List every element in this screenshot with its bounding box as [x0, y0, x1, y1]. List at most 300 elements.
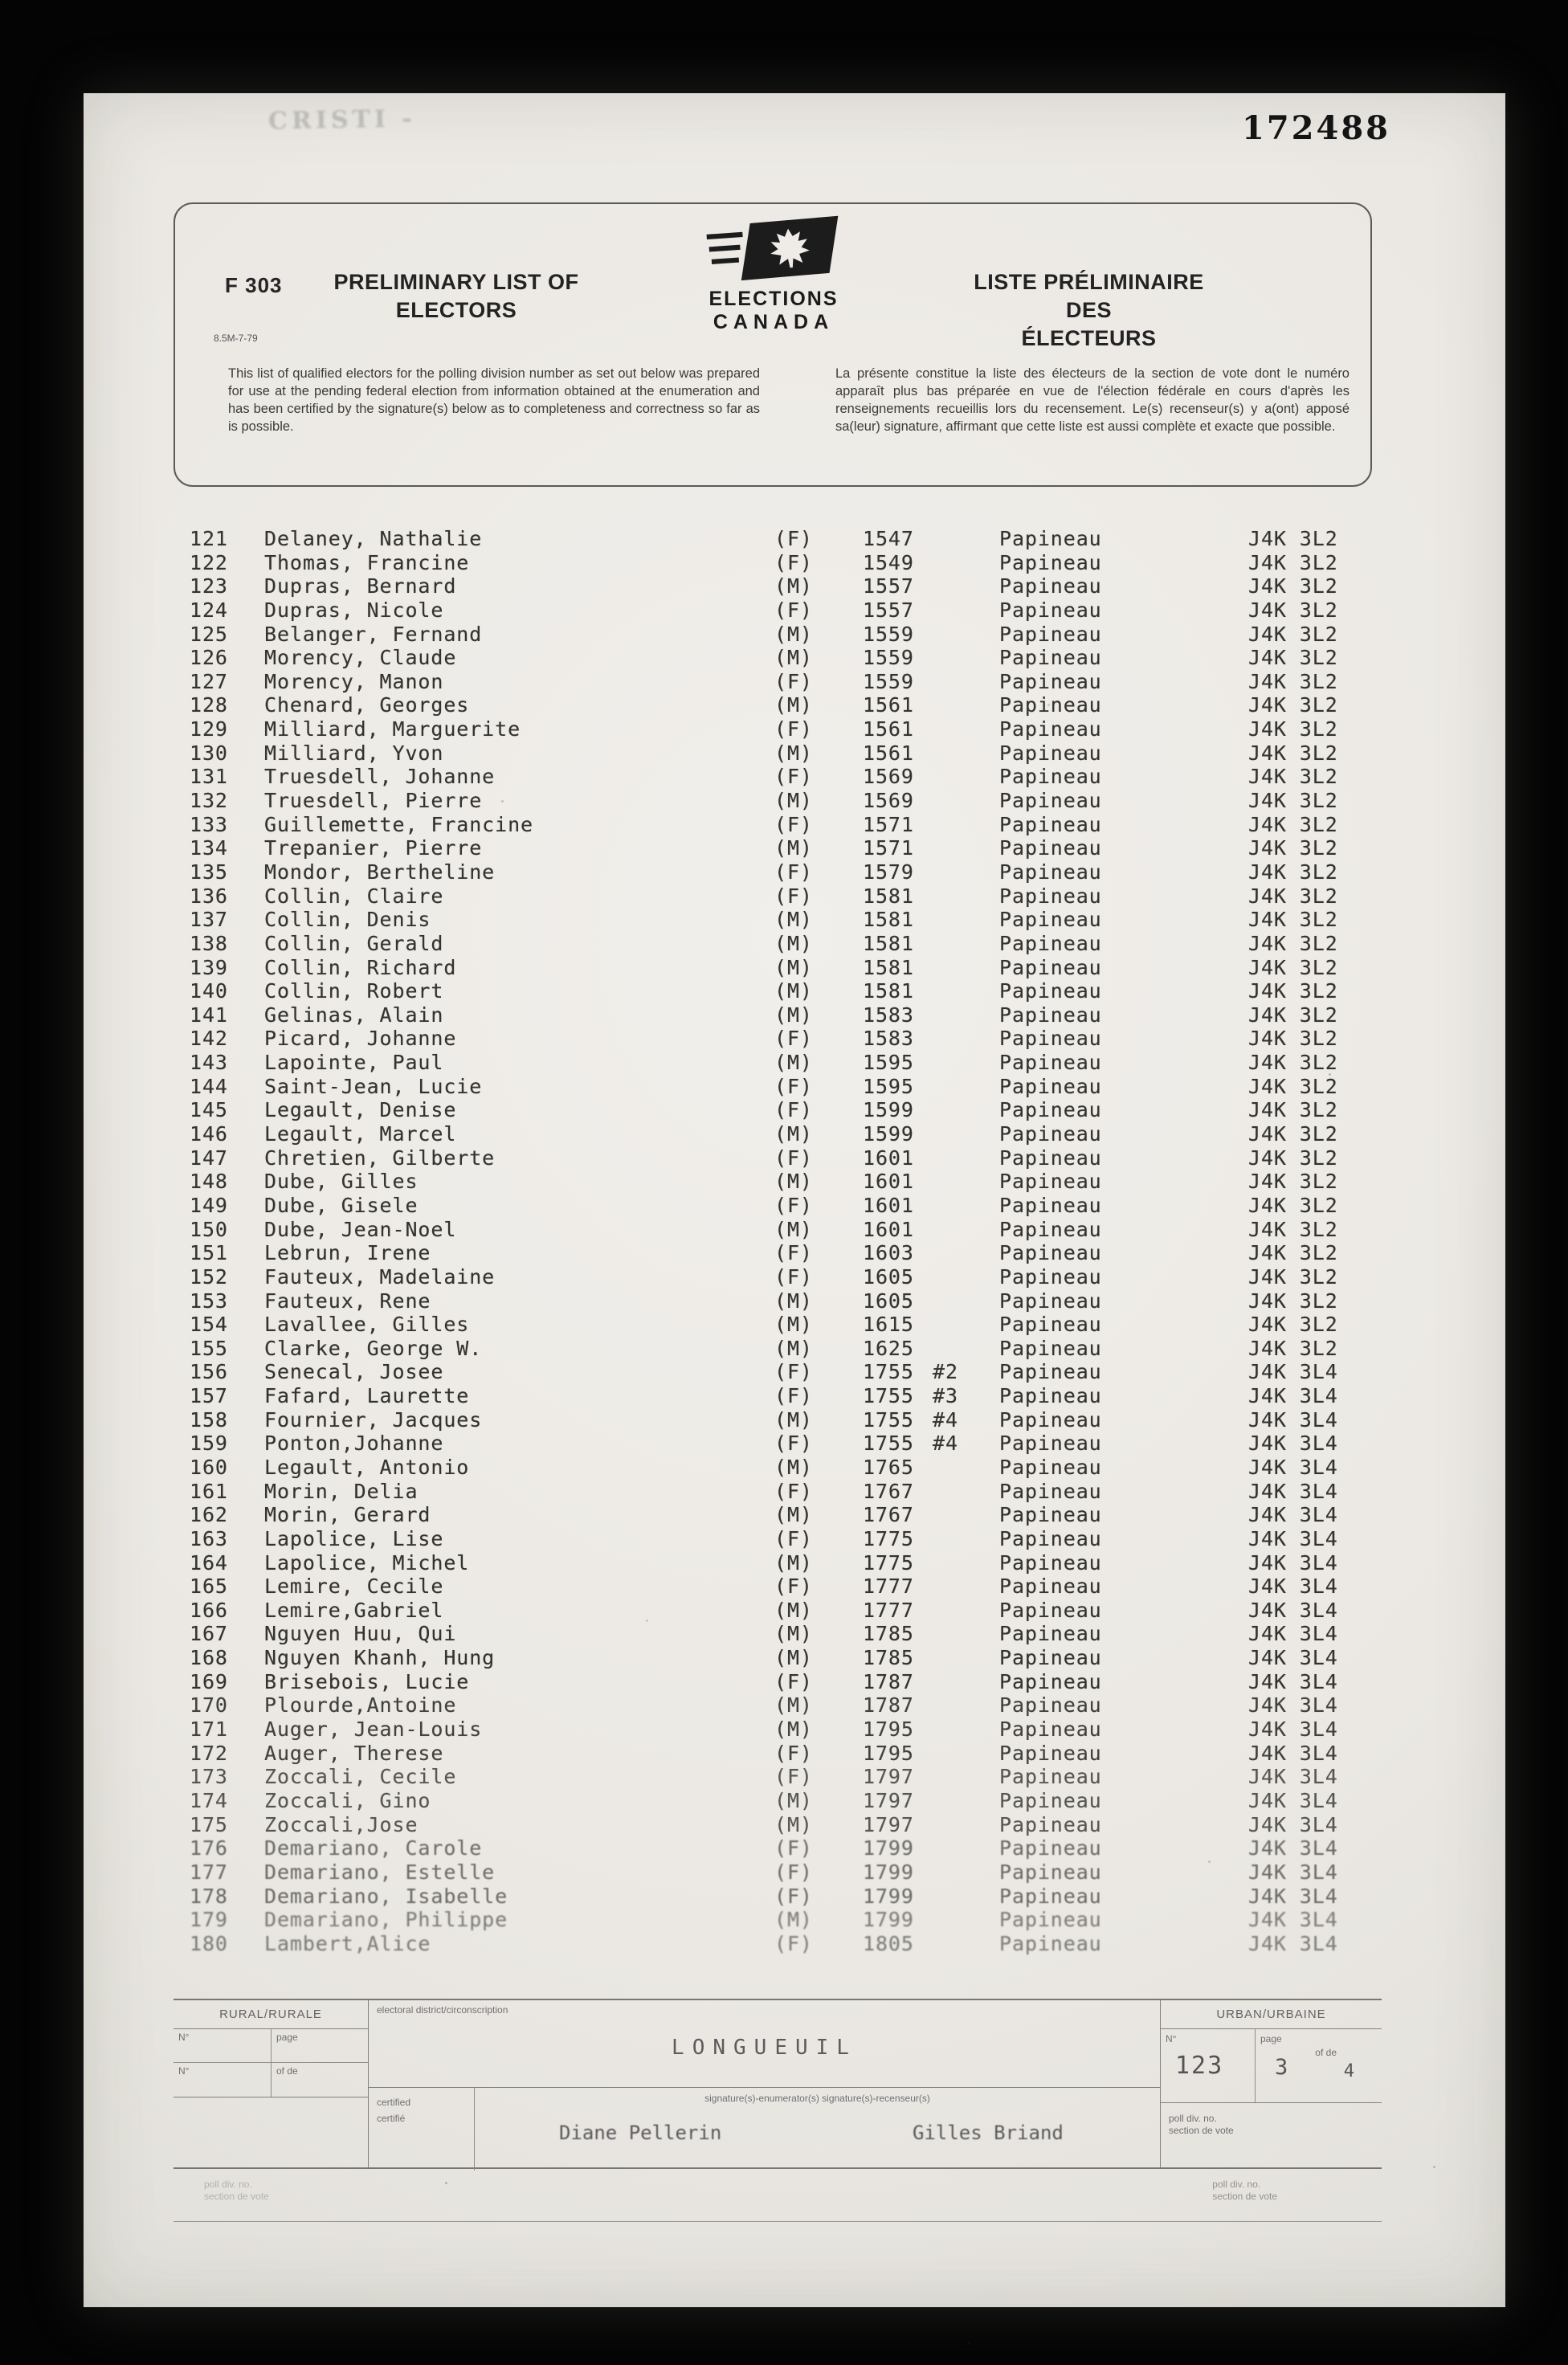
- elector-apartment: [933, 1908, 999, 1932]
- elector-civic-number: 1625: [863, 1336, 914, 1360]
- elector-number: 173: [190, 1765, 228, 1789]
- poll-div-caption-right-2: [1212, 2179, 1277, 2203]
- elector-gender: (F): [774, 1432, 813, 1456]
- title-french-line1: LISTE PRÉLIMINAIRE DES: [974, 270, 1204, 322]
- elector-number: 158: [190, 1407, 228, 1432]
- elector-number: 180: [190, 1931, 228, 1955]
- elector-street: Papineau: [999, 1741, 1102, 1765]
- elector-name: Picard, Johanne: [264, 1027, 457, 1051]
- elector-name: Delaney, Nathalie: [264, 527, 483, 550]
- serial-stamp: 172488: [1242, 109, 1390, 147]
- elector-name: Zoccali,Jose: [264, 1812, 419, 1836]
- elector-name: Morency, Manon: [264, 669, 444, 693]
- elector-civic-number: 1599: [863, 1122, 914, 1146]
- elector-name: Thomas, Francine: [264, 550, 470, 574]
- elector-civic-number: 1571: [863, 836, 914, 860]
- elector-street: Papineau: [999, 884, 1102, 908]
- elector-postal-code: J4K 3L4: [1248, 1741, 1338, 1765]
- elector-name: Collin, Gerald: [264, 931, 444, 955]
- footer-rural-section: [174, 2000, 369, 2167]
- elector-gender: (F): [774, 1765, 813, 1789]
- elector-name: Clarke, George W.: [264, 1336, 483, 1360]
- title-french: [950, 268, 1227, 353]
- elector-name: Legault, Denise: [264, 1098, 457, 1122]
- elector-postal-code: J4K 3L4: [1248, 1526, 1338, 1550]
- elector-street: Papineau: [999, 1360, 1102, 1384]
- elector-postal-code: J4K 3L2: [1248, 527, 1338, 550]
- elector-gender: (F): [774, 1146, 813, 1170]
- elector-apartment: [933, 1098, 999, 1122]
- elector-number: 179: [190, 1908, 228, 1932]
- elector-row: [190, 1170, 1411, 1194]
- elector-civic-number: 1603: [863, 1241, 914, 1265]
- elector-row: [190, 1313, 1411, 1337]
- faded-ink-stamp: CRISTI -: [267, 104, 417, 136]
- elector-gender: (F): [774, 1741, 813, 1765]
- intro-paragraph-french: La présente constitue la liste des électeurs de la section de vote dont le numéro apparaît plus bas préparée en vue de l'élection fédérale en cours d'après les renseignements recueillis lors du recensement. Le(s) recenseur(s) y a(ont) apposé sa(leur) signature, affirmant que cette liste est aussi complète et exacte que possible.: [835, 366, 1350, 434]
- elector-apartment: [933, 717, 999, 741]
- elector-row: [190, 598, 1411, 623]
- elector-gender: (M): [774, 1622, 813, 1646]
- elector-row: [190, 789, 1411, 813]
- footer-district-section: [369, 2000, 1160, 2167]
- elector-gender: (F): [774, 1074, 813, 1098]
- elector-civic-number: 1767: [863, 1479, 914, 1503]
- elector-civic-number: 1557: [863, 574, 914, 598]
- elector-number: 157: [190, 1384, 228, 1408]
- elector-name: Fournier, Jacques: [264, 1407, 483, 1432]
- elector-apartment: [933, 1670, 999, 1694]
- elector-postal-code: J4K 3L2: [1248, 1193, 1338, 1217]
- elector-apartment: [933, 1337, 999, 1361]
- elector-street: Papineau: [999, 1003, 1102, 1027]
- elector-row: [190, 1861, 1411, 1885]
- poll-div-caption-left: [204, 2179, 269, 2203]
- elector-civic-number: 1755: [863, 1384, 914, 1408]
- elector-row: [190, 1337, 1411, 1361]
- elector-gender: (M): [774, 1598, 813, 1622]
- elector-civic-number: 1601: [863, 1217, 914, 1241]
- elector-number: 144: [190, 1074, 228, 1098]
- elector-number: 174: [190, 1788, 228, 1812]
- elector-street: Papineau: [999, 1693, 1102, 1718]
- elector-postal-code: J4K 3L2: [1248, 1289, 1338, 1313]
- elector-row: [190, 836, 1411, 860]
- certified-label-fr: certifié: [377, 2113, 406, 2124]
- elector-apartment: [933, 884, 999, 909]
- elector-apartment: [933, 1813, 999, 1837]
- logo-wordmark-canada: CANADA: [713, 311, 835, 333]
- elector-civic-number: 1775: [863, 1526, 914, 1550]
- elector-name: Zoccali, Gino: [264, 1788, 431, 1812]
- poll-div-caption-left-fr: section de vote: [204, 2191, 269, 2202]
- elector-street: Papineau: [999, 1812, 1102, 1836]
- elector-number: 169: [190, 1669, 228, 1693]
- elector-name: Fauteux, Rene: [264, 1289, 431, 1313]
- elector-gender: (F): [774, 1575, 813, 1599]
- elector-name: Truesdell, Pierre: [264, 789, 483, 813]
- elector-apartment: [933, 646, 999, 670]
- elector-gender: (F): [774, 527, 813, 550]
- elector-civic-number: 1777: [863, 1598, 914, 1622]
- elector-civic-number: 1765: [863, 1455, 914, 1479]
- elector-gender: (F): [774, 1360, 813, 1384]
- elector-street: Papineau: [999, 1051, 1102, 1075]
- elector-apartment: [933, 1765, 999, 1789]
- elector-gender: (M): [774, 1217, 813, 1241]
- elector-gender: (M): [774, 789, 813, 813]
- elector-name: Chretien, Gilberte: [264, 1146, 496, 1170]
- elector-name: Demariano, Estelle: [264, 1860, 496, 1884]
- elector-row: [190, 1551, 1411, 1575]
- elector-row: [190, 1051, 1411, 1075]
- elector-apartment: [933, 1194, 999, 1218]
- elector-street: Papineau: [999, 955, 1102, 979]
- signatures-area: [475, 2088, 1160, 2171]
- elector-civic-number: 1795: [863, 1718, 914, 1742]
- elector-name: Lemire, Cecile: [264, 1575, 444, 1599]
- elector-civic-number: 1569: [863, 789, 914, 813]
- poll-div-caption-right-2-en: poll div. no.: [1212, 2179, 1261, 2190]
- elector-gender: (F): [774, 1860, 813, 1884]
- elector-number: 161: [190, 1479, 228, 1503]
- elector-gender: (F): [774, 1836, 813, 1861]
- elector-civic-number: 1799: [863, 1884, 914, 1908]
- elector-name: Nguyen Huu, Qui: [264, 1622, 457, 1646]
- elector-apartment: [933, 598, 999, 623]
- elector-name: Collin, Richard: [264, 955, 457, 979]
- certified-label: [369, 2088, 475, 2171]
- elector-street: Papineau: [999, 931, 1102, 955]
- elector-name: Senecal, Josee: [264, 1360, 444, 1384]
- elector-apartment: [933, 1122, 999, 1146]
- elector-row: [190, 1194, 1411, 1218]
- elector-postal-code: J4K 3L4: [1248, 1598, 1338, 1622]
- elector-row: [190, 860, 1411, 884]
- elector-number: 154: [190, 1313, 228, 1337]
- elector-row: [190, 979, 1411, 1003]
- elector-postal-code: J4K 3L2: [1248, 1027, 1338, 1051]
- elector-postal-code: J4K 3L4: [1248, 1503, 1338, 1527]
- elector-name: Auger, Jean-Louis: [264, 1718, 483, 1742]
- elector-street: Papineau: [999, 1622, 1102, 1646]
- elector-street: Papineau: [999, 1074, 1102, 1098]
- elector-postal-code: J4K 3L4: [1248, 1669, 1338, 1693]
- elector-row: [190, 813, 1411, 837]
- elector-gender: (M): [774, 1503, 813, 1527]
- elector-number: 129: [190, 717, 228, 741]
- elector-street: Papineau: [999, 1550, 1102, 1575]
- elector-name: Trepanier, Pierre: [264, 836, 483, 860]
- elector-street: Papineau: [999, 717, 1102, 741]
- signatures-caption: signature(s)-enumerator(s) signature(s)-recenseur(s): [704, 2093, 930, 2104]
- elector-row: [190, 1003, 1411, 1027]
- elector-postal-code: J4K 3L2: [1248, 765, 1338, 789]
- elector-civic-number: 1785: [863, 1646, 914, 1670]
- elector-gender: (F): [774, 884, 813, 908]
- elector-name: Lapolice, Lise: [264, 1526, 444, 1550]
- elector-civic-number: 1581: [863, 955, 914, 979]
- elector-row: [190, 1027, 1411, 1051]
- elector-name: Ponton,Johanne: [264, 1432, 444, 1456]
- elector-gender: (F): [774, 812, 813, 836]
- elector-apartment: [933, 1456, 999, 1480]
- elector-apartment: [933, 623, 999, 647]
- elector-name: Milliard, Marguerite: [264, 717, 521, 741]
- elector-civic-number: 1797: [863, 1788, 914, 1812]
- enumerator-signature-1: Diane Pellerin: [559, 2122, 722, 2144]
- elector-apartment: [933, 908, 999, 932]
- elector-name: Nguyen Khanh, Hung: [264, 1646, 496, 1670]
- elector-postal-code: J4K 3L4: [1248, 1908, 1338, 1932]
- elector-street: Papineau: [999, 1264, 1102, 1289]
- elector-row: [190, 623, 1411, 647]
- elector-gender: (M): [774, 1170, 813, 1194]
- elector-number: 160: [190, 1455, 228, 1479]
- elector-name: Guillemette, Francine: [264, 812, 533, 836]
- elector-civic-number: 1615: [863, 1313, 914, 1337]
- elector-civic-number: 1805: [863, 1931, 914, 1955]
- elector-row: [190, 1075, 1411, 1099]
- elector-name: Collin, Denis: [264, 908, 431, 932]
- elector-street: Papineau: [999, 574, 1102, 598]
- elector-gender: (F): [774, 717, 813, 741]
- elector-postal-code: J4K 3L4: [1248, 1432, 1338, 1456]
- elector-civic-number: 1595: [863, 1074, 914, 1098]
- elector-gender: (F): [774, 598, 813, 622]
- elector-number: 170: [190, 1693, 228, 1718]
- elector-number: 134: [190, 836, 228, 860]
- elector-street: Papineau: [999, 550, 1102, 574]
- elector-apartment: [933, 527, 999, 551]
- poll-division-number: 123: [1175, 2052, 1224, 2080]
- elector-row: [190, 932, 1411, 956]
- elector-apartment: [933, 1599, 999, 1623]
- elector-row: [190, 1765, 1411, 1789]
- elector-number: 124: [190, 598, 228, 622]
- elector-street: Papineau: [999, 741, 1102, 765]
- urban-page-cell: [1256, 2029, 1382, 2102]
- elector-number: 122: [190, 550, 228, 574]
- elector-postal-code: J4K 3L4: [1248, 1788, 1338, 1812]
- elector-row: [190, 1789, 1411, 1813]
- elector-name: Dupras, Bernard: [264, 574, 457, 598]
- elector-gender: (M): [774, 1646, 813, 1670]
- elector-postal-code: J4K 3L2: [1248, 1313, 1338, 1337]
- footer-bottom-strip: [174, 2171, 1382, 2222]
- flag-maple-leaf-icon: [705, 215, 842, 286]
- urban-no-cell: [1161, 2029, 1256, 2102]
- elector-apartment: #3: [933, 1384, 958, 1408]
- elector-street: Papineau: [999, 789, 1102, 813]
- elector-civic-number: 1559: [863, 669, 914, 693]
- elector-apartment: [933, 1551, 999, 1575]
- elector-civic-number: 1581: [863, 979, 914, 1003]
- elector-row: [190, 1241, 1411, 1265]
- rural-number-grid: [174, 2029, 368, 2097]
- elector-postal-code: J4K 3L2: [1248, 884, 1338, 908]
- elector-street: Papineau: [999, 622, 1102, 646]
- elector-name: Fauteux, Madelaine: [264, 1264, 496, 1289]
- elector-name: Gelinas, Alain: [264, 1003, 444, 1027]
- elector-number: 148: [190, 1170, 228, 1194]
- logo-wordmark-elections: ELECTIONS: [708, 288, 839, 310]
- elector-name: Legault, Antonio: [264, 1455, 470, 1479]
- elector-postal-code: J4K 3L2: [1248, 1170, 1338, 1194]
- elector-gender: (M): [774, 622, 813, 646]
- elector-row: [190, 551, 1411, 575]
- elector-row: [190, 1360, 1411, 1384]
- elector-number: 152: [190, 1264, 228, 1289]
- elector-number: 130: [190, 741, 228, 765]
- elector-row: [190, 1622, 1411, 1646]
- elector-apartment: [933, 789, 999, 813]
- elector-gender: (M): [774, 1812, 813, 1836]
- elector-apartment: [933, 741, 999, 766]
- elector-number: 162: [190, 1503, 228, 1527]
- title-english: [320, 268, 593, 325]
- elector-row: [190, 527, 1411, 551]
- elector-row: [190, 1646, 1411, 1670]
- header-box: [174, 202, 1372, 487]
- elector-gender: (M): [774, 1336, 813, 1360]
- elector-apartment: [933, 1861, 999, 1885]
- footer-table: [174, 1999, 1382, 2169]
- elector-street: Papineau: [999, 646, 1102, 670]
- elector-civic-number: 1799: [863, 1836, 914, 1861]
- elector-row: [190, 1813, 1411, 1837]
- elector-street: Papineau: [999, 1289, 1102, 1313]
- elector-civic-number: 1785: [863, 1622, 914, 1646]
- elector-postal-code: J4K 3L4: [1248, 1718, 1338, 1742]
- elector-street: Papineau: [999, 1313, 1102, 1337]
- rural-of-label: of de: [271, 2063, 368, 2097]
- elector-gender: (F): [774, 1098, 813, 1122]
- elector-name: Collin, Claire: [264, 884, 444, 908]
- elector-name: Lapolice, Michel: [264, 1550, 470, 1575]
- elector-name: Demariano, Isabelle: [264, 1884, 508, 1908]
- elector-apartment: [933, 1742, 999, 1766]
- elector-apartment: [933, 813, 999, 837]
- elector-row: [190, 765, 1411, 789]
- elector-number: 138: [190, 931, 228, 955]
- elector-apartment: #4: [933, 1432, 958, 1456]
- elector-apartment: [933, 932, 999, 956]
- elector-apartment: [933, 1289, 999, 1313]
- elector-postal-code: J4K 3L2: [1248, 574, 1338, 598]
- title-english-line2: ELECTORS: [395, 298, 517, 322]
- elector-number: 139: [190, 955, 228, 979]
- elector-name: Truesdell, Johanne: [264, 765, 496, 789]
- elector-postal-code: J4K 3L2: [1248, 717, 1338, 741]
- elector-number: 127: [190, 669, 228, 693]
- elector-number: 146: [190, 1122, 228, 1146]
- elector-apartment: [933, 574, 999, 598]
- elector-row: [190, 741, 1411, 766]
- urban-number-grid: [1161, 2029, 1382, 2103]
- elector-number: 136: [190, 884, 228, 908]
- rural-page-label: page: [271, 2029, 368, 2063]
- elector-postal-code: J4K 3L2: [1248, 693, 1338, 717]
- elector-gender: (M): [774, 646, 813, 670]
- elector-apartment: [933, 1218, 999, 1242]
- footer-urban-section: [1160, 2000, 1382, 2167]
- elector-postal-code: J4K 3L2: [1248, 1003, 1338, 1027]
- elector-postal-code: J4K 3L4: [1248, 1360, 1338, 1384]
- poll-div-caption-left-en: poll div. no.: [204, 2179, 252, 2190]
- page-number: 3: [1275, 2055, 1288, 2080]
- elector-postal-code: J4K 3L2: [1248, 622, 1338, 646]
- elector-civic-number: 1559: [863, 646, 914, 670]
- elector-gender: (M): [774, 1122, 813, 1146]
- elector-apartment: [933, 1146, 999, 1170]
- elector-name: Auger, Therese: [264, 1741, 444, 1765]
- elector-gender: (F): [774, 1669, 813, 1693]
- elector-apartment: [933, 1575, 999, 1599]
- elector-street: Papineau: [999, 1241, 1102, 1265]
- elector-number: 128: [190, 693, 228, 717]
- title-english-line1: PRELIMINARY LIST OF: [333, 270, 579, 294]
- elector-street: Papineau: [999, 979, 1102, 1003]
- elector-civic-number: 1561: [863, 693, 914, 717]
- elector-postal-code: J4K 3L2: [1248, 860, 1338, 884]
- elector-civic-number: 1605: [863, 1264, 914, 1289]
- elector-civic-number: 1581: [863, 884, 914, 908]
- elector-street: Papineau: [999, 693, 1102, 717]
- elector-postal-code: J4K 3L2: [1248, 789, 1338, 813]
- elector-postal-code: J4K 3L4: [1248, 1860, 1338, 1884]
- elector-number: 125: [190, 622, 228, 646]
- elector-number: 141: [190, 1003, 228, 1027]
- elector-civic-number: 1559: [863, 622, 914, 646]
- elector-street: Papineau: [999, 1384, 1102, 1408]
- elector-postal-code: J4K 3L2: [1248, 1146, 1338, 1170]
- elector-name: Lemire,Gabriel: [264, 1598, 444, 1622]
- elector-street: Papineau: [999, 1836, 1102, 1861]
- elector-civic-number: 1787: [863, 1693, 914, 1718]
- elector-apartment: [933, 1885, 999, 1909]
- elector-apartment: [933, 979, 999, 1003]
- elector-number: 167: [190, 1622, 228, 1646]
- scanned-page: [84, 93, 1505, 2307]
- elector-apartment: [933, 1027, 999, 1051]
- elector-gender: (F): [774, 1193, 813, 1217]
- elector-number: 159: [190, 1432, 228, 1456]
- elector-name: Lavallee, Gilles: [264, 1313, 470, 1337]
- elector-row: [190, 1885, 1411, 1909]
- elector-number: 178: [190, 1884, 228, 1908]
- elector-civic-number: 1777: [863, 1575, 914, 1599]
- elector-street: Papineau: [999, 1908, 1102, 1932]
- elector-civic-number: 1583: [863, 1003, 914, 1027]
- elector-street: Papineau: [999, 1669, 1102, 1693]
- elector-number: 156: [190, 1360, 228, 1384]
- elector-postal-code: J4K 3L4: [1248, 1407, 1338, 1432]
- elector-gender: (F): [774, 1241, 813, 1265]
- elector-gender: (M): [774, 1693, 813, 1718]
- elector-apartment: [933, 1003, 999, 1027]
- elector-street: Papineau: [999, 1217, 1102, 1241]
- elector-gender: (F): [774, 1526, 813, 1550]
- elector-apartment: [933, 1932, 999, 1956]
- elector-row: [190, 884, 1411, 909]
- elector-row: [190, 1408, 1411, 1432]
- elector-civic-number: 1605: [863, 1289, 914, 1313]
- elector-row: [190, 1908, 1411, 1932]
- elector-civic-number: 1797: [863, 1812, 914, 1836]
- elector-postal-code: J4K 3L2: [1248, 741, 1338, 765]
- elector-apartment: #4: [933, 1407, 958, 1432]
